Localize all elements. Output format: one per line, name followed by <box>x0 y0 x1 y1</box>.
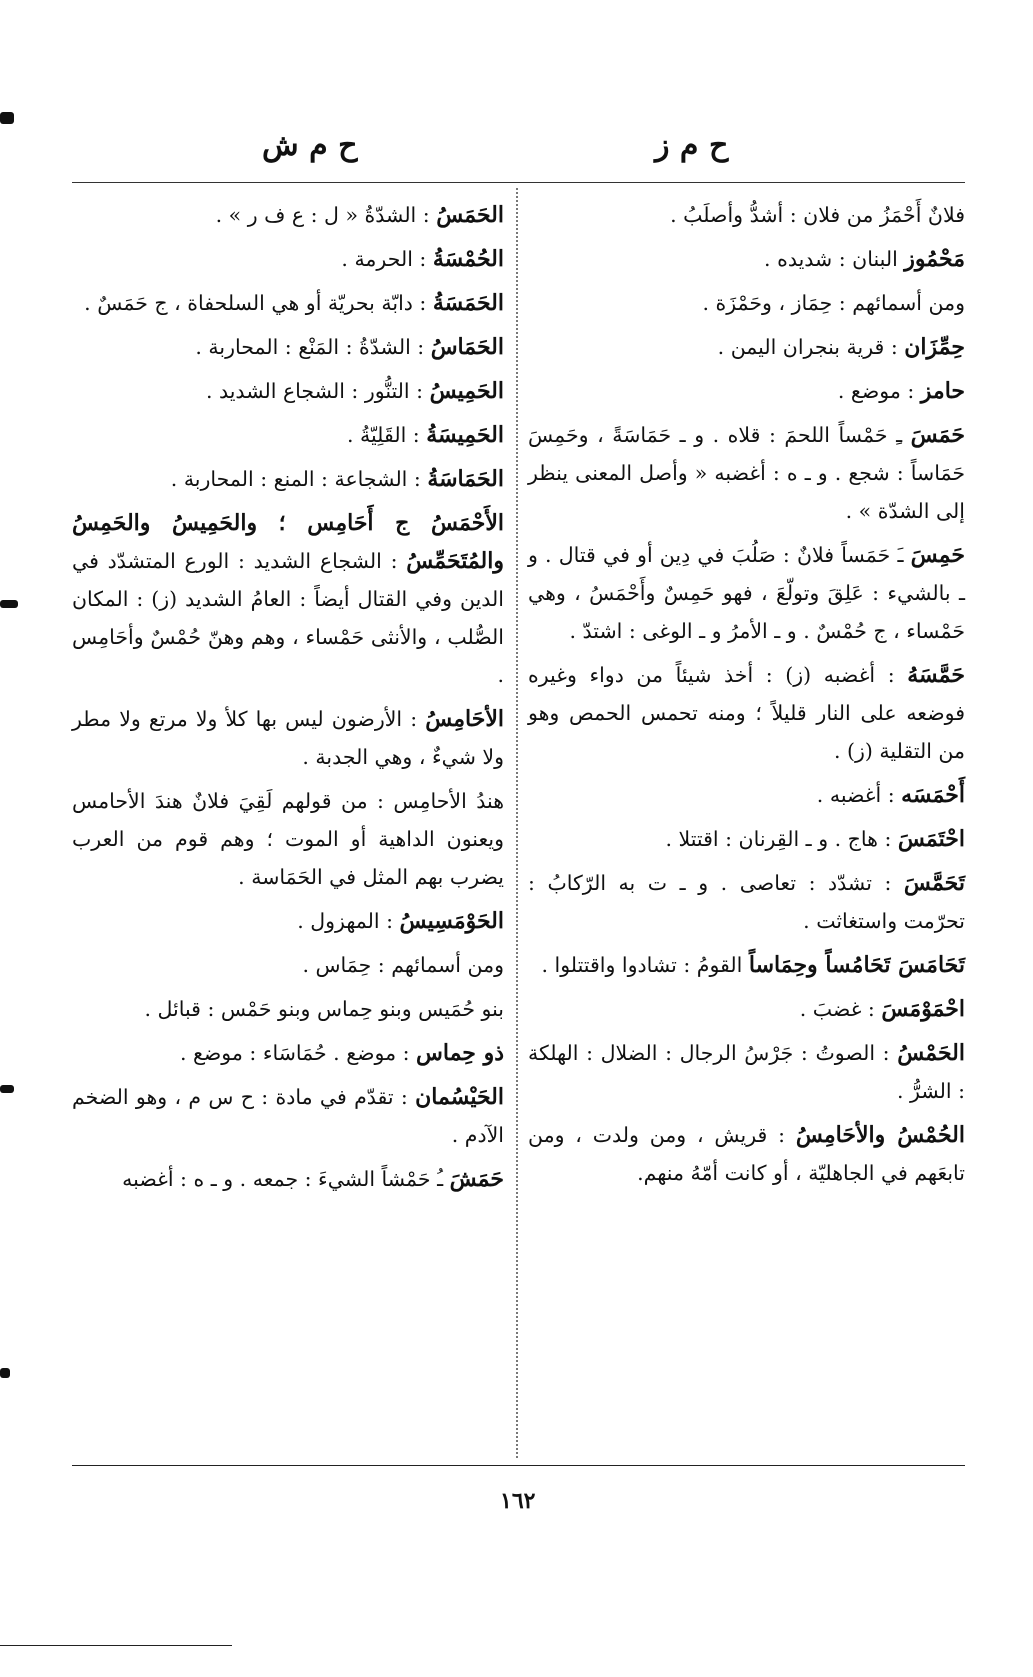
dictionary-entry <box>528 416 965 530</box>
dictionary-entry <box>72 1034 504 1072</box>
headword: تَحَمَّسَ <box>903 870 965 896</box>
dictionary-entry <box>528 372 965 410</box>
dictionary-entry <box>72 328 504 366</box>
dictionary-entry <box>528 284 965 322</box>
headword: الحَمَسَةُ <box>432 290 504 316</box>
headword: الحَيْسُمان <box>415 1084 504 1110</box>
footer-line <box>0 1645 232 1646</box>
definition: البنان : شديده . <box>764 247 905 271</box>
headword: حَمَّسَهُ <box>907 662 965 688</box>
dictionary-entry <box>72 196 504 234</box>
headword: الحُمْسَةُ <box>432 246 504 272</box>
dictionary-entry <box>528 656 965 770</box>
definition: ـُ حَمْشاً الشيءَ : جمعه . و ـ ه : أغضبه <box>122 1167 450 1191</box>
definition: : القَلِيّةُ . <box>346 423 427 447</box>
dictionary-entry <box>528 776 965 814</box>
definition: : الشجاعة : المنع : المحاربة . <box>170 467 428 491</box>
dictionary-entry <box>72 700 504 776</box>
dictionary-entry <box>528 946 965 984</box>
definition: ـِ حَمْساً اللحمَ : قلاه . و ـ حَمَاسَةً ، وحَمِسَ حَمَاساً : شجع . و ـ ه : أغضبه « وأصل المعنى ينظر إلى الشدّة » . <box>528 423 965 523</box>
definition: فلانٌ أَحْمَزُ من فلان : أشدُّ وأصلَبُ . <box>670 203 965 227</box>
headword: تَحَامَسَ تَحَامُساً وحِمَاساً <box>748 952 965 978</box>
headword: ذو حِماس <box>416 1040 504 1066</box>
headword: الحَوْمَسِيسُ <box>399 908 504 934</box>
definition: : أغضبه . <box>816 783 902 807</box>
dictionary-entry <box>72 460 504 498</box>
dictionary-entry <box>528 240 965 278</box>
dictionary-entry <box>72 946 504 984</box>
headword: احْتَمَسَ <box>897 826 965 852</box>
header-right: ح م ز <box>655 128 729 163</box>
dictionary-entry <box>528 196 965 234</box>
headword: حَمَسَ <box>910 422 965 448</box>
dictionary-entry <box>72 416 504 454</box>
definition: : الصوتُ : جَرْسُ الرجال : الضلال : الهلكة : الشرُّ . <box>528 1041 965 1103</box>
definition: : هاج . و ـ القِرنان : اقتتلا . <box>665 827 898 851</box>
definition: ـَ حَمَساً فلانٌ : صَلُبَ في دِين أو في قتال . و ـ بالشيء : عَلِقَ وتولّعَ ، فهو حَمِسٌ وأَحْمَسُ ، وهي حَمْساء ، ج حُمْسٌ . و ـ الأمرُ و ـ الوغى : اشتدّ . <box>528 543 965 643</box>
definition: : أغضبه (ز) : أخذ شيئاً من دواء وغيره فوضعه على النار قليلاً ؛ ومنه تحمس الحمص وهو من التقلية (ز) . <box>528 663 965 763</box>
headword: الحَمِيسَةُ <box>426 422 504 448</box>
definition: : موضع . <box>837 379 921 403</box>
dictionary-entry <box>72 240 504 278</box>
dictionary-entry <box>72 1160 504 1198</box>
definition: : المهزول . <box>297 909 400 933</box>
dictionary-entry <box>528 820 965 858</box>
dictionary-entry <box>72 990 504 1028</box>
binding-mark <box>0 1085 14 1093</box>
definition: : دابّة بحريّة أو هي السلحفاة ، ج حَمَسٌ . <box>84 291 433 315</box>
dictionary-entry <box>528 328 965 366</box>
right-column <box>528 196 965 1198</box>
headword: الحَمَسُ <box>436 202 504 228</box>
headword: حِمِّزَان <box>904 334 965 360</box>
definition: : تشدّد : تعاصى . و ـ ت به الرّكابُ : تحرّمت واستغاثت . <box>528 871 965 933</box>
headword: الحَمَاسُ <box>430 334 504 360</box>
headword: الحُمْسُ والأحَامِسُ <box>795 1122 965 1148</box>
definition: : الشجاع الشديد : الورع المتشدّد في الدين وفي القتال أيضاً : العامُ الشديد (ز) : المكان الصُّلب ، والأنثى حَمْساء ، وهم وهنّ حُمْسٌ وأحَامِس . <box>72 549 504 687</box>
headword: مَحْمُوز <box>904 246 965 272</box>
definition: : الشدّةُ : المَنْع : المحاربة . <box>195 335 431 359</box>
dictionary-entry <box>528 1034 965 1110</box>
binding-mark <box>0 600 18 608</box>
dictionary-entry <box>72 902 504 940</box>
definition: ومن أسمائهم : حِمَاس . <box>302 953 504 977</box>
binding-mark <box>0 112 14 124</box>
definition: القومُ : تشادوا واقتتلوا . <box>541 953 749 977</box>
dictionary-entry <box>72 372 504 410</box>
headword: احْمَوْمَسَ <box>881 996 965 1022</box>
headword: الحَمْسُ <box>897 1040 965 1066</box>
headword: حامز <box>920 378 965 404</box>
dictionary-entry <box>72 1078 504 1154</box>
headword: الأحَامِسُ <box>425 706 504 732</box>
definition: هندُ الأحامِس : من قولهم لَقِيَ فلانٌ هندَ الأحامس ويعنون الداهية أو الموت ؛ وهم قوم من العرب يضرب بهم المثل في الحَمَاسة . <box>72 789 504 889</box>
dictionary-entry <box>528 864 965 940</box>
dictionary-entry <box>528 1116 965 1192</box>
header-left: ح م ش <box>262 128 358 163</box>
dictionary-entry <box>528 990 965 1028</box>
column-separator <box>516 188 518 1458</box>
headword: حَمَشَ <box>449 1166 504 1192</box>
dictionary-entry <box>528 536 965 650</box>
headword: الأَحْمَسُ ج أَحَامِس ؛ والحَمِيسُ والحَمِسُ والمُتَحَمِّسُ <box>72 510 504 574</box>
definition: : غضبَ . <box>799 997 882 1021</box>
headword: أَحْمَسَه <box>901 782 965 808</box>
definition: : الشدّةُ « ل : ع ف ر » . <box>215 203 437 227</box>
definition: : التنُّور : الشجاع الشديد . <box>205 379 430 403</box>
headword: الحَمِيسُ <box>429 378 504 404</box>
definition: ومن أسمائهم : حِمَاز ، وحَمْزَة . <box>702 291 965 315</box>
dictionary-entry <box>72 284 504 322</box>
headword: حَمِسَ <box>910 542 965 568</box>
definition: : قريش ، ومن ولدت ، ومن تابعَهم في الجاهليّة ، أو كانت أمّهُ منهم. <box>528 1123 965 1185</box>
binding-mark <box>0 1368 10 1378</box>
definition: : الأرضون ليس بها كلأ ولا مرتع ولا مطر ولا شيءٌ ، وهي الجدبة . <box>72 707 504 769</box>
footer-rule <box>72 1465 965 1466</box>
headword: الحَمَاسَةُ <box>427 466 504 492</box>
dictionary-entry <box>72 782 504 896</box>
definition: : موضع . حُمَاسَاء : موضع . <box>179 1041 417 1065</box>
definition: : تقدّم في مادة : ح س م ، وهو الضخم الآدم . <box>72 1085 504 1147</box>
definition: : الحرمة . <box>341 247 433 271</box>
dictionary-entry <box>72 504 504 694</box>
left-column <box>72 196 504 1204</box>
definition: : قرية بنجران اليمن . <box>717 335 905 359</box>
page-number: ١٦٢ <box>500 1488 536 1514</box>
definition: بنو حُمَيس وبنو حِماس وبنو حَمْس : قبائل . <box>144 997 504 1021</box>
header-rule <box>72 182 965 183</box>
